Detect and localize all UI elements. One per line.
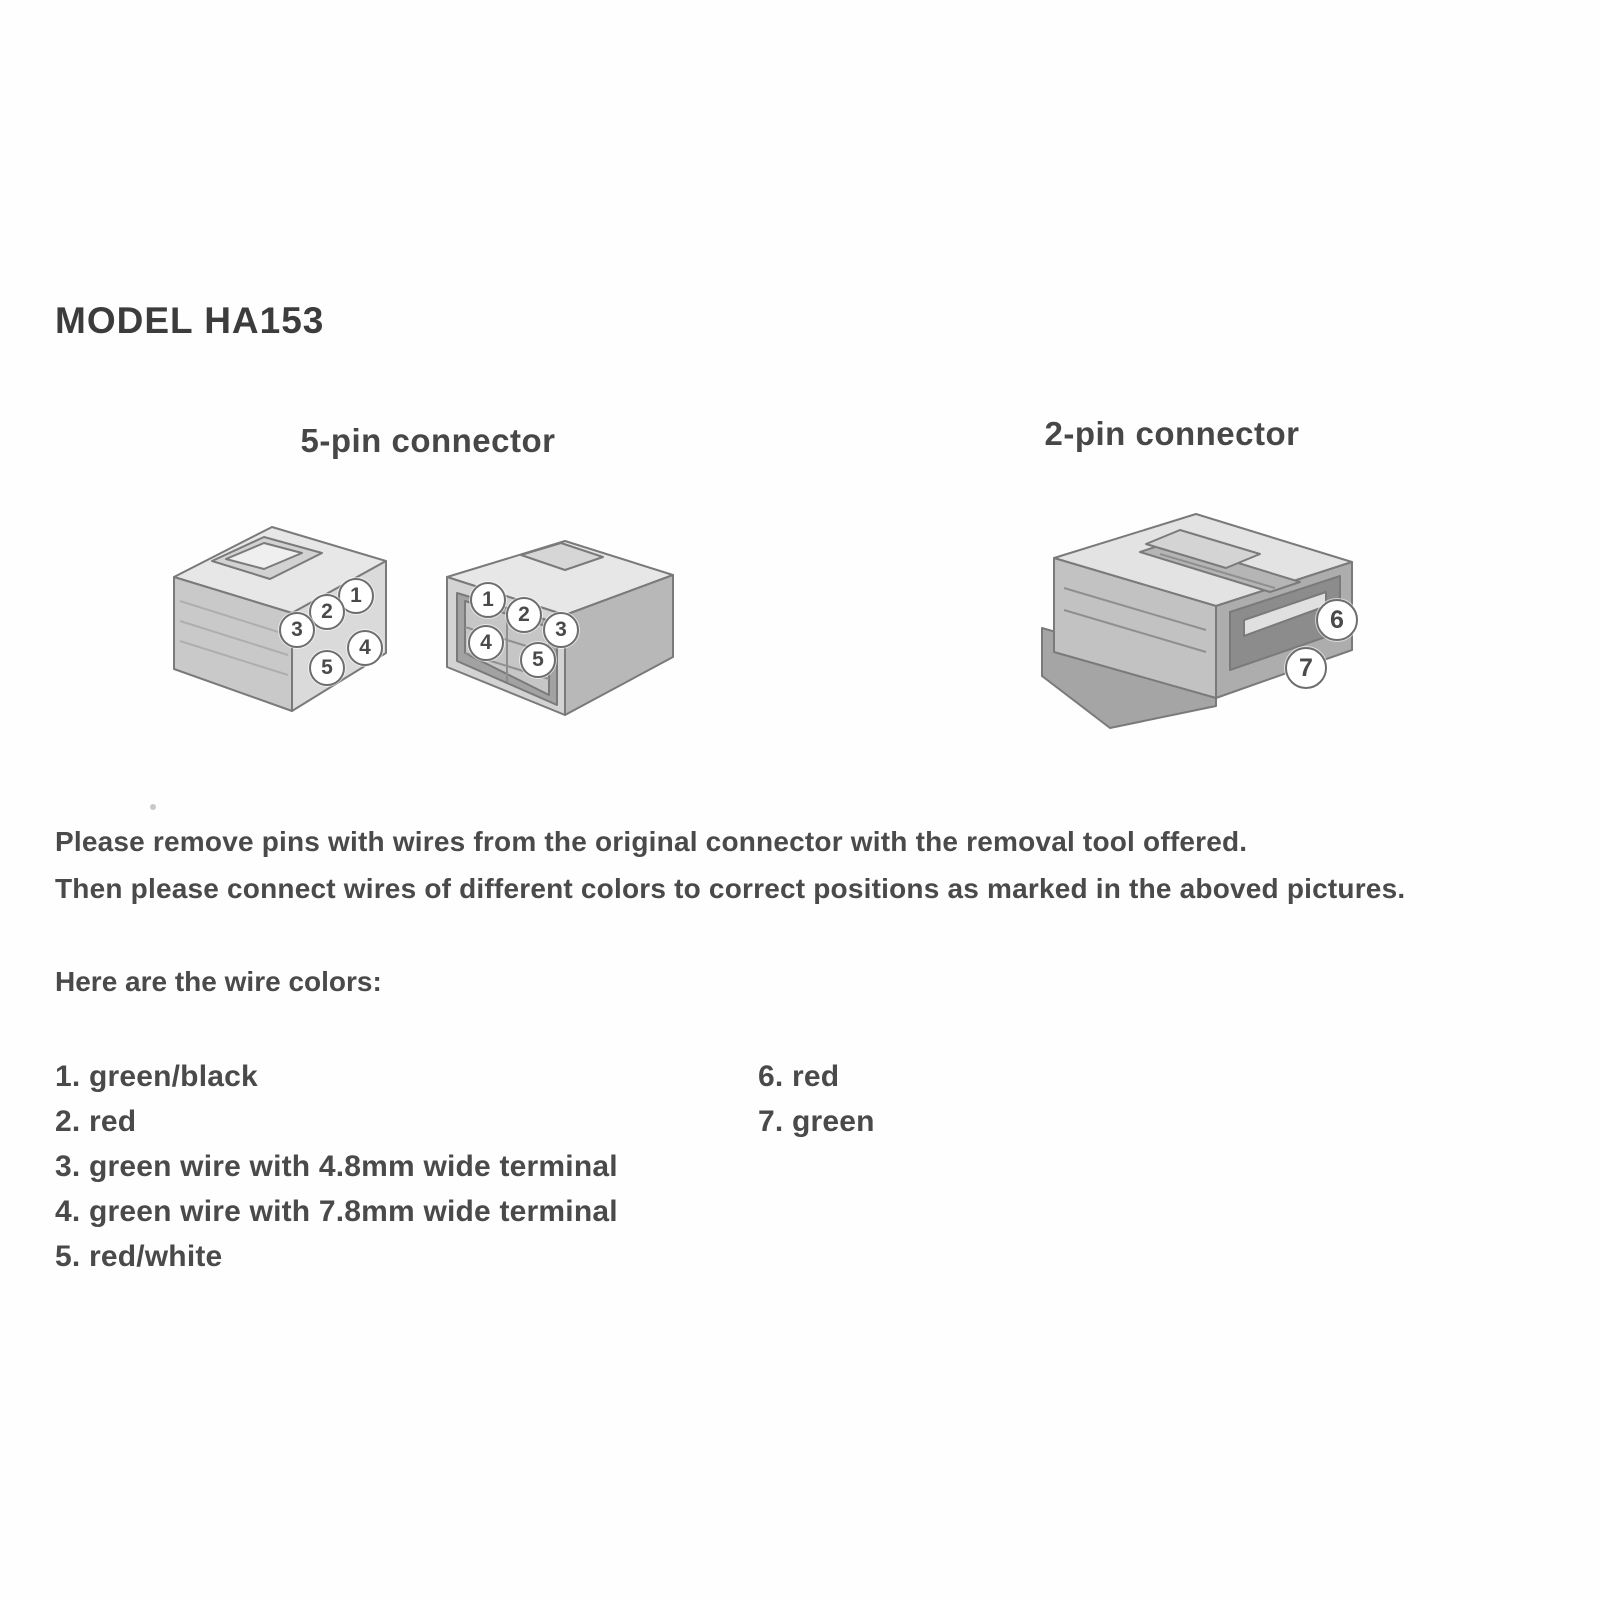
pin-marker-2: 2 <box>309 594 345 630</box>
wire-color-item-3: 3. green wire with 4.8mm wide terminal <box>55 1150 618 1183</box>
model-title: MODEL HA153 <box>55 300 325 341</box>
pin-marker-4: 4 <box>347 630 383 666</box>
five-pin-connector-rear-illustration <box>160 505 400 725</box>
scan-artifact-dot <box>150 804 156 810</box>
wire-color-item-2: 2. red <box>55 1105 137 1138</box>
pin-marker-1: 1 <box>338 578 374 614</box>
pin-marker-5: 5 <box>520 642 556 678</box>
wire-color-item-4: 4. green wire with 7.8mm wide terminal <box>55 1195 618 1228</box>
wire-color-list-right <box>758 1054 1158 1144</box>
pin-marker-5: 5 <box>309 650 345 686</box>
pin-marker-6: 6 <box>1316 599 1358 641</box>
pin-marker-1: 1 <box>470 582 506 618</box>
pin-marker-7: 7 <box>1285 647 1327 689</box>
two-pin-connector-label: 2-pin connector <box>1044 415 1300 452</box>
five-pin-connector-label: 5-pin connector <box>300 422 556 459</box>
instruction-line-1: Please remove pins with wires from the original connector with the removal tool offered. <box>55 826 1248 857</box>
wire-color-item-5: 5. red/white <box>55 1240 223 1273</box>
wire-color-item-1: 1. green/black <box>55 1060 258 1093</box>
instructions-paragraph <box>55 818 1550 912</box>
pin-marker-2: 2 <box>506 597 542 633</box>
connector-drawing-icon <box>1020 480 1370 735</box>
wire-color-item-7: 7. green <box>758 1105 875 1138</box>
two-pin-connector-illustration <box>1020 480 1370 735</box>
wire-color-item-6: 6. red <box>758 1060 840 1093</box>
connector-drawing-icon <box>160 505 400 725</box>
pin-marker-3: 3 <box>279 612 315 648</box>
pin-marker-4: 4 <box>468 625 504 661</box>
pin-marker-3: 3 <box>543 612 579 648</box>
wire-colors-heading: Here are the wire colors: <box>55 966 382 997</box>
wire-color-list-left <box>55 1054 735 1279</box>
instruction-line-2: Then please connect wires of different colors to correct positions as marked in the aboved pictures. <box>55 873 1406 904</box>
